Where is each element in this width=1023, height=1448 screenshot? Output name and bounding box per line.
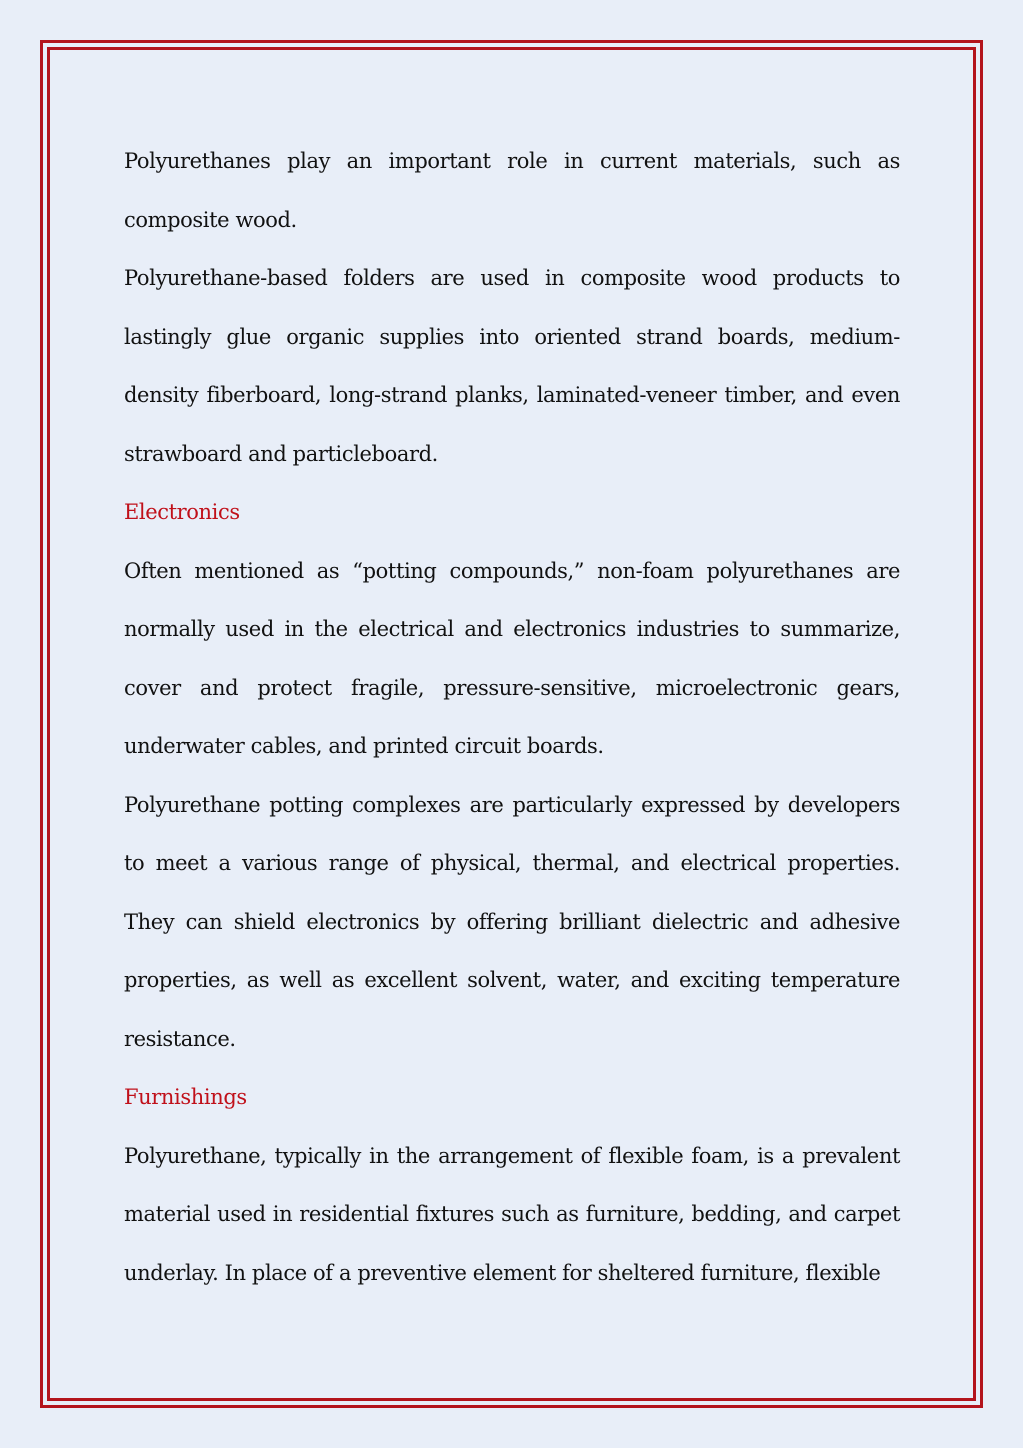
- heading-furnishings: Furnishings: [124, 1085, 247, 1109]
- paragraph-composite-wood-intro: Polyurethanes play an important role in current materials, such as composite wood.: [124, 149, 900, 232]
- paragraph-composite-wood-binders: Polyurethane-based folders are used in composite wood products to lastingly glue organic supplies into oriented strand boards, medium-density fiberboard, long-strand planks, laminated-veneer timber, and even strawboard and particleboard.: [124, 266, 900, 466]
- document-body: [124, 132, 900, 1302]
- paragraph-potting-compounds: Often mentioned as “potting compounds,” non-foam polyurethanes are normally used in the electrical and electronics industries to summarize, cover and protect fragile, pressure-sensitive, microelectronic gears, underwater cables, and printed circuit boards.: [124, 558, 900, 758]
- heading-electronics: Electronics: [124, 500, 240, 524]
- paragraph-potting-complexes: Polyurethane potting complexes are particularly expressed by developers to meet a various range of physical, thermal, and electrical properties. They can shield electronics by offering brilliant dielectric and adhesive properties, as well as excellent solvent, water, and exciting temperature resistance.: [124, 792, 900, 1051]
- paragraph-flexible-foam: Polyurethane, typically in the arrangement of flexible foam, is a prevalent material used in residential fixtures such as furniture, bedding, and carpet underlay. In place of a preventive element for sheltered furniture, flexible: [124, 1143, 900, 1285]
